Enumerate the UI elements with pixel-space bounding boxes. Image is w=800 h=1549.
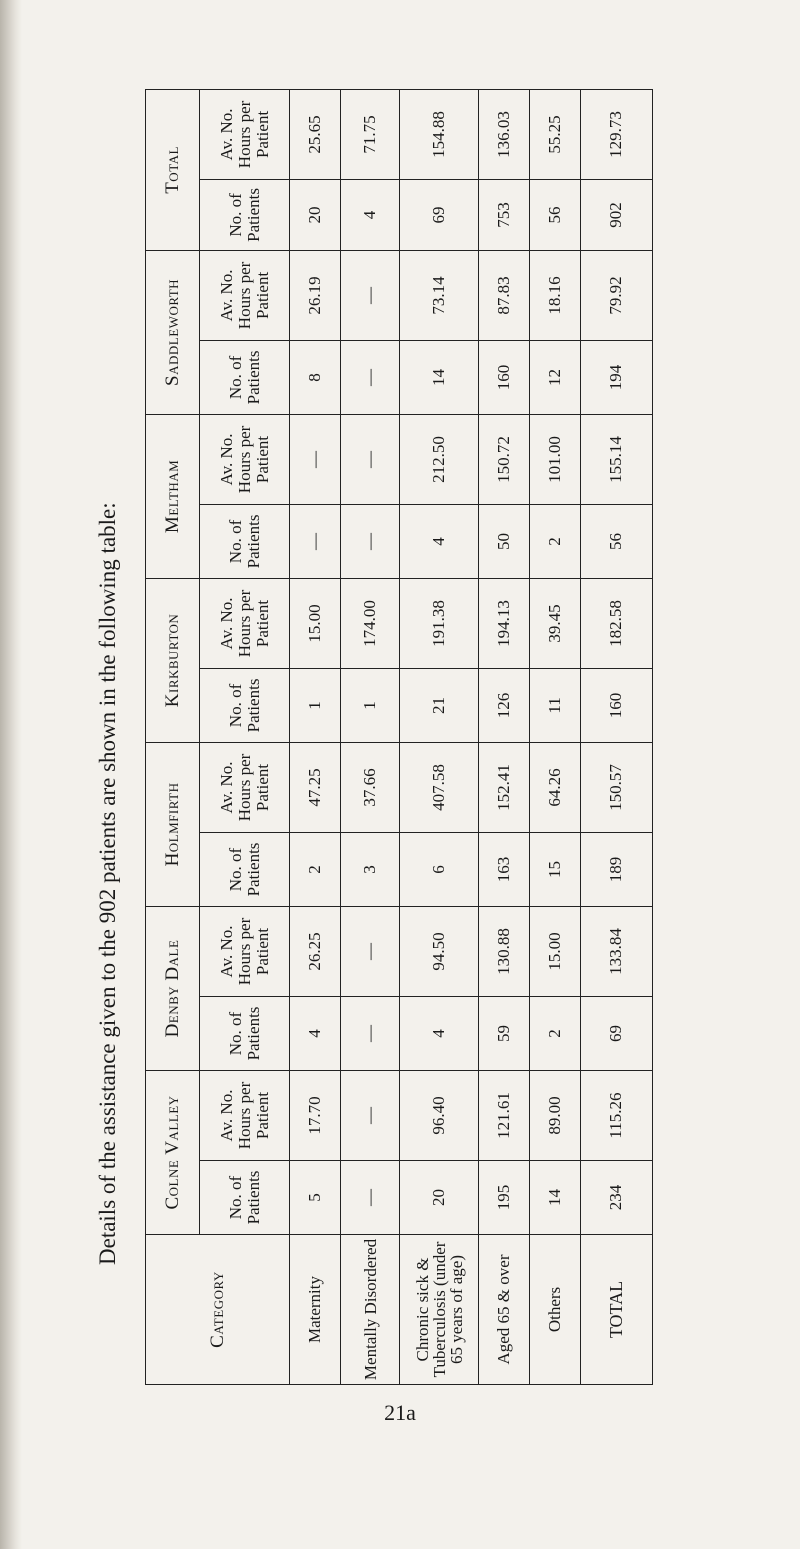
total-hours-cell: 150.57 (580, 742, 652, 832)
patients-cell: 14 (529, 1161, 580, 1235)
hours-cell: 71.75 (340, 89, 399, 179)
patients-cell: 11 (529, 668, 580, 742)
patients-cell: — (340, 340, 399, 414)
total-row (580, 89, 652, 1384)
table-caption: Details of the assistance given to the 902 patients are shown in the following table: (95, 502, 120, 1265)
table-container (145, 100, 653, 1385)
table-row (400, 89, 479, 1384)
category-cell: Others (529, 1235, 580, 1385)
category-cell: Chronic sick & Tuberculosis (under 65 years of age) (400, 1235, 479, 1385)
hours-cell: 73.14 (400, 250, 479, 340)
patients-cell: 3 (340, 832, 399, 906)
total-hours-cell: 79.92 (580, 250, 652, 340)
hours-cell: 15.00 (290, 578, 341, 668)
patients-cell: 195 (478, 1161, 529, 1235)
patients-cell: 20 (400, 1161, 479, 1235)
hours-cell: 26.19 (290, 250, 341, 340)
patients-cell: 56 (529, 179, 580, 250)
patients-cell: 4 (400, 504, 479, 578)
total-label: TOTAL (580, 1235, 652, 1385)
patients-cell: 163 (478, 832, 529, 906)
page-number: 21a (384, 1400, 416, 1425)
patients-cell: — (340, 504, 399, 578)
district-header-saddleworth: Saddleworth (146, 250, 200, 414)
total-hours-cell: 115.26 (580, 1071, 652, 1161)
hours-cell: 47.25 (290, 742, 341, 832)
hours-cell: 212.50 (400, 414, 479, 504)
total-hours-cell: 129.73 (580, 89, 652, 179)
hours-cell: 407.58 (400, 742, 479, 832)
district-header-meltham: Meltham (146, 414, 200, 578)
hours-cell: 150.72 (478, 414, 529, 504)
patients-cell: 50 (478, 504, 529, 578)
table-row (529, 89, 580, 1384)
hours-cell: 152.41 (478, 742, 529, 832)
hours-cell: 17.70 (290, 1071, 341, 1161)
category-header: Category (146, 1235, 290, 1385)
patients-cell: 69 (400, 179, 479, 250)
patients-cell: 4 (290, 997, 341, 1071)
patients-subheader: No. of Patients (200, 340, 290, 414)
assistance-table (145, 89, 653, 1385)
hours-cell: 26.25 (290, 906, 341, 996)
hours-cell: 96.40 (400, 1071, 479, 1161)
patients-cell: 12 (529, 340, 580, 414)
patients-subheader: No. of Patients (200, 832, 290, 906)
table-row (340, 89, 399, 1384)
patients-cell: 8 (290, 340, 341, 414)
patients-subheader: No. of Patients (200, 997, 290, 1071)
total-patients-cell: 56 (580, 504, 652, 578)
hours-cell: 25.65 (290, 89, 341, 179)
hours-cell: 39.45 (529, 578, 580, 668)
patients-cell: — (340, 997, 399, 1071)
total-patients-cell: 234 (580, 1161, 652, 1235)
district-header-kirkburton: Kirkburton (146, 578, 200, 742)
hours-cell: 154.88 (400, 89, 479, 179)
page-edge-shadow (0, 0, 22, 1549)
district-header-total: Total (146, 89, 200, 250)
hours-cell: 136.03 (478, 89, 529, 179)
patients-cell: 20 (290, 179, 341, 250)
patients-cell: 126 (478, 668, 529, 742)
patients-cell: 14 (400, 340, 479, 414)
category-cell: Aged 65 & over (478, 1235, 529, 1385)
hours-cell: 55.25 (529, 89, 580, 179)
table-body (290, 89, 653, 1384)
hours-cell: 191.38 (400, 578, 479, 668)
patients-cell: — (290, 504, 341, 578)
patients-cell: 4 (400, 997, 479, 1071)
hours-subheader: Av. No. Hours per Patient (200, 1071, 290, 1161)
hours-cell: 18.16 (529, 250, 580, 340)
total-patients-cell: 902 (580, 179, 652, 250)
table-row (478, 89, 529, 1384)
district-header-denby-dale: Denby Dale (146, 906, 200, 1070)
hours-cell: 89.00 (529, 1071, 580, 1161)
patients-cell: 2 (529, 504, 580, 578)
hours-cell: 37.66 (340, 742, 399, 832)
hours-cell: 130.88 (478, 906, 529, 996)
hours-subheader: Av. No. Hours per Patient (200, 250, 290, 340)
table-row (290, 89, 341, 1384)
total-patients-cell: 160 (580, 668, 652, 742)
patients-subheader: No. of Patients (200, 668, 290, 742)
patients-cell: 2 (529, 997, 580, 1071)
hours-cell: 94.50 (400, 906, 479, 996)
hours-subheader: Av. No. Hours per Patient (200, 414, 290, 504)
patients-cell: 15 (529, 832, 580, 906)
hours-cell: — (340, 250, 399, 340)
total-hours-cell: 155.14 (580, 414, 652, 504)
hours-cell: 194.13 (478, 578, 529, 668)
hours-cell: — (340, 414, 399, 504)
total-patients-cell: 189 (580, 832, 652, 906)
total-hours-cell: 133.84 (580, 906, 652, 996)
patients-cell: 6 (400, 832, 479, 906)
patients-subheader: No. of Patients (200, 504, 290, 578)
hours-cell: 101.00 (529, 414, 580, 504)
category-cell: Mentally Disordered (340, 1235, 399, 1385)
hours-cell: 121.61 (478, 1071, 529, 1161)
patients-cell: 2 (290, 832, 341, 906)
patients-cell: 4 (340, 179, 399, 250)
hours-cell: — (340, 906, 399, 996)
hours-subheader: Av. No. Hours per Patient (200, 89, 290, 179)
patients-cell: 1 (290, 668, 341, 742)
patients-subheader: No. of Patients (200, 1161, 290, 1235)
hours-cell: — (290, 414, 341, 504)
hours-subheader: Av. No. Hours per Patient (200, 906, 290, 996)
district-header-colne-valley: Colne Valley (146, 1071, 200, 1235)
patients-cell: 59 (478, 997, 529, 1071)
patients-cell: 160 (478, 340, 529, 414)
hours-cell: 15.00 (529, 906, 580, 996)
total-patients-cell: 69 (580, 997, 652, 1071)
hours-subheader: Av. No. Hours per Patient (200, 578, 290, 668)
category-cell: Maternity (290, 1235, 341, 1385)
patients-cell: 753 (478, 179, 529, 250)
patients-cell: 1 (340, 668, 399, 742)
hours-cell: 87.83 (478, 250, 529, 340)
district-header-holmfirth: Holmfirth (146, 742, 200, 906)
hours-cell: 64.26 (529, 742, 580, 832)
patients-cell: 5 (290, 1161, 341, 1235)
hours-cell: — (340, 1071, 399, 1161)
total-patients-cell: 194 (580, 340, 652, 414)
patients-subheader: No. of Patients (200, 179, 290, 250)
hours-subheader: Av. No. Hours per Patient (200, 742, 290, 832)
patients-cell: — (340, 1161, 399, 1235)
hours-cell: 174.00 (340, 578, 399, 668)
patients-cell: 21 (400, 668, 479, 742)
total-hours-cell: 182.58 (580, 578, 652, 668)
